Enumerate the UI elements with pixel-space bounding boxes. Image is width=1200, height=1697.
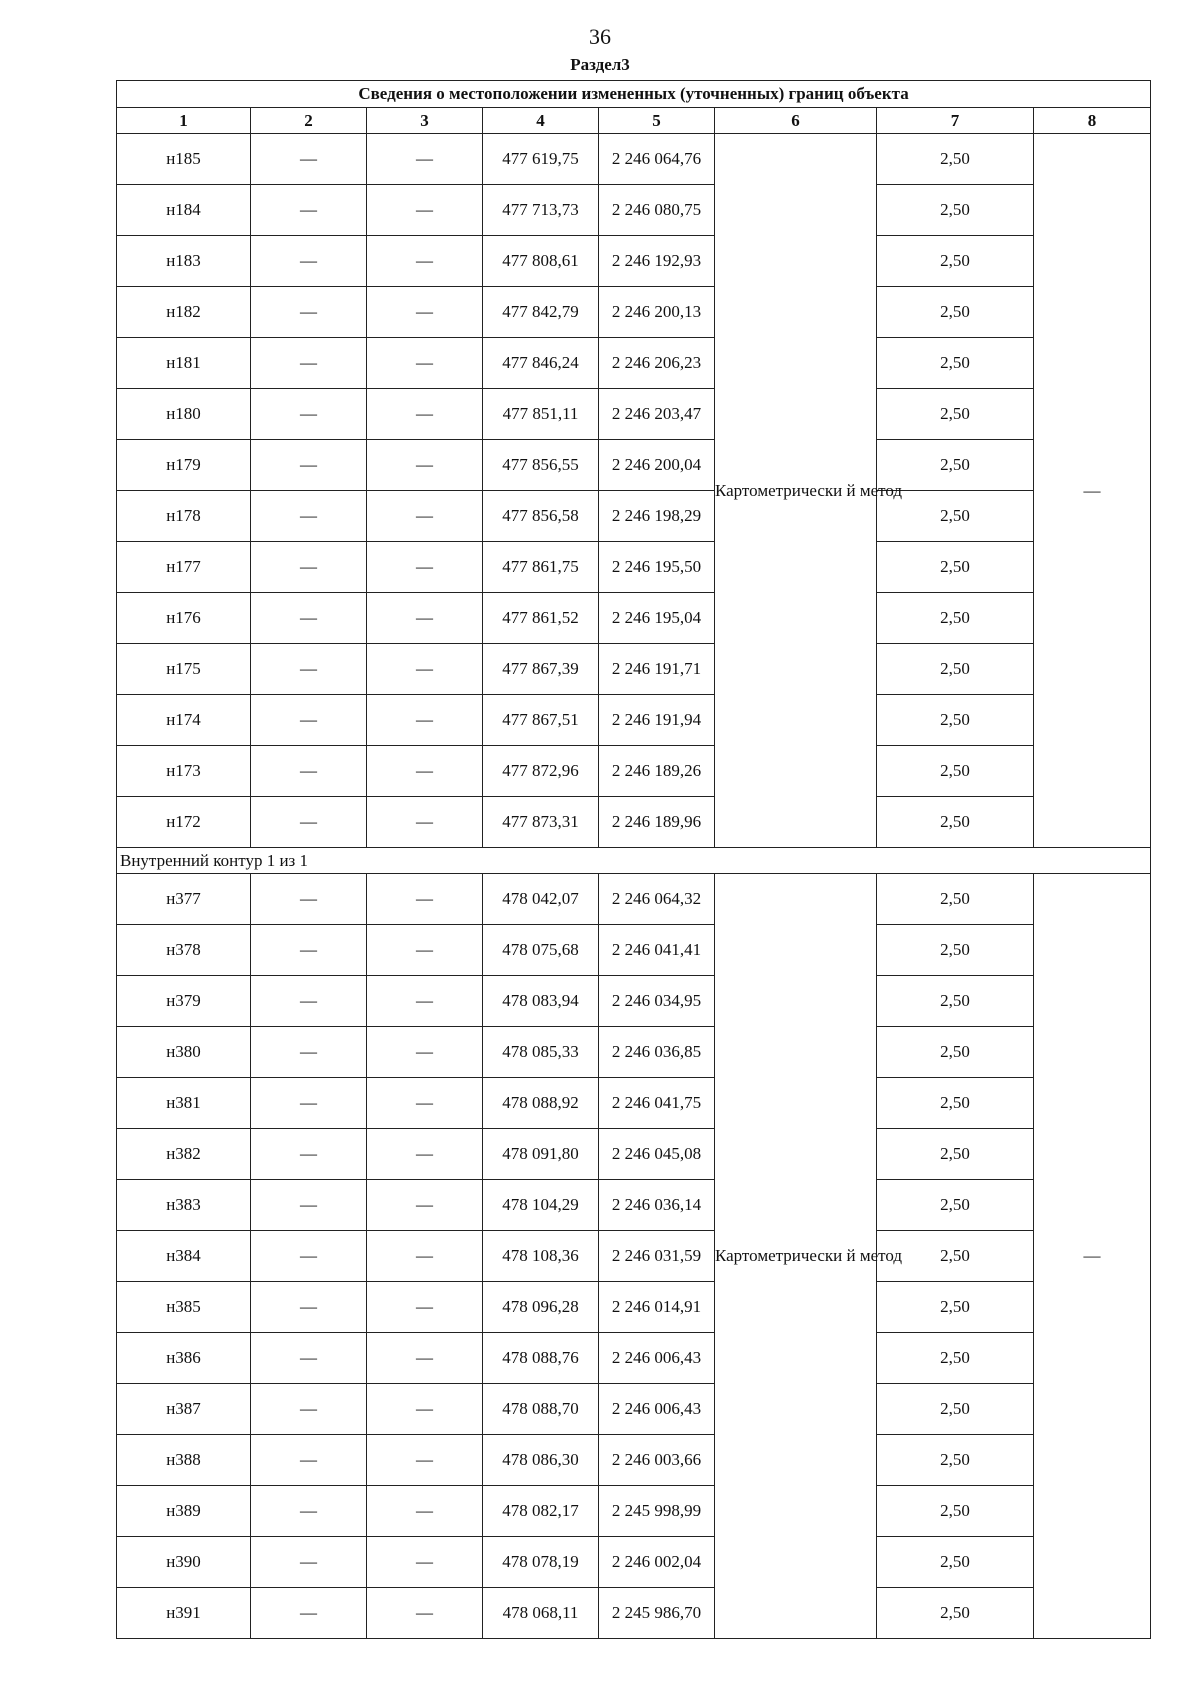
accuracy-cell: 2,50 xyxy=(877,1027,1034,1078)
col2-cell: — xyxy=(251,976,367,1027)
accuracy-cell: 2,50 xyxy=(877,1129,1034,1180)
y-coordinate-cell: 2 246 045,08 xyxy=(599,1129,715,1180)
x-coordinate-cell: 478 088,76 xyxy=(483,1333,599,1384)
y-coordinate-cell: 2 246 041,41 xyxy=(599,925,715,976)
col8-cell: — xyxy=(1034,874,1151,1639)
y-coordinate-cell: 2 246 192,93 xyxy=(599,236,715,287)
table-row xyxy=(117,1027,1151,1078)
col3-cell: — xyxy=(367,542,483,593)
accuracy-cell: 2,50 xyxy=(877,287,1034,338)
accuracy-cell: 2,50 xyxy=(877,976,1034,1027)
y-coordinate-cell: 2 246 031,59 xyxy=(599,1231,715,1282)
point-name-cell: н378 xyxy=(117,925,251,976)
y-coordinate-cell: 2 246 002,04 xyxy=(599,1537,715,1588)
col3-cell: — xyxy=(367,1231,483,1282)
col3-cell: — xyxy=(367,874,483,925)
table-row xyxy=(117,236,1151,287)
col2-cell: — xyxy=(251,1231,367,1282)
y-coordinate-cell: 2 246 198,29 xyxy=(599,491,715,542)
accuracy-cell: 2,50 xyxy=(877,1384,1034,1435)
x-coordinate-cell: 477 842,79 xyxy=(483,287,599,338)
x-coordinate-cell: 477 713,73 xyxy=(483,185,599,236)
y-coordinate-cell: 2 246 034,95 xyxy=(599,976,715,1027)
table-caption: Сведения о местоположении измененных (уточненных) границ объекта xyxy=(117,81,1151,108)
x-coordinate-cell: 478 085,33 xyxy=(483,1027,599,1078)
accuracy-cell: 2,50 xyxy=(877,338,1034,389)
point-name-cell: н390 xyxy=(117,1537,251,1588)
table-row xyxy=(117,1333,1151,1384)
col3-cell: — xyxy=(367,389,483,440)
y-coordinate-cell: 2 245 998,99 xyxy=(599,1486,715,1537)
table-row xyxy=(117,874,1151,925)
point-name-cell: н377 xyxy=(117,874,251,925)
coordinates-table xyxy=(116,80,1151,1639)
point-name-cell: н184 xyxy=(117,185,251,236)
col3-cell: — xyxy=(367,1180,483,1231)
table-row xyxy=(117,287,1151,338)
point-name-cell: н179 xyxy=(117,440,251,491)
accuracy-cell: 2,50 xyxy=(877,746,1034,797)
col3-cell: — xyxy=(367,236,483,287)
col3-cell: — xyxy=(367,1333,483,1384)
y-coordinate-cell: 2 246 195,50 xyxy=(599,542,715,593)
y-coordinate-cell: 2 246 064,32 xyxy=(599,874,715,925)
col2-cell: — xyxy=(251,440,367,491)
col3-cell: — xyxy=(367,1486,483,1537)
col3-cell: — xyxy=(367,644,483,695)
y-coordinate-cell: 2 246 080,75 xyxy=(599,185,715,236)
x-coordinate-cell: 478 083,94 xyxy=(483,976,599,1027)
point-name-cell: н386 xyxy=(117,1333,251,1384)
col2-cell: — xyxy=(251,746,367,797)
col2-cell: — xyxy=(251,925,367,976)
col2-cell: — xyxy=(251,797,367,848)
y-coordinate-cell: 2 246 206,23 xyxy=(599,338,715,389)
x-coordinate-cell: 477 867,39 xyxy=(483,644,599,695)
accuracy-cell: 2,50 xyxy=(877,874,1034,925)
col2-cell: — xyxy=(251,1588,367,1639)
col2-cell: — xyxy=(251,1129,367,1180)
x-coordinate-cell: 478 075,68 xyxy=(483,925,599,976)
x-coordinate-cell: 478 042,07 xyxy=(483,874,599,925)
x-coordinate-cell: 478 086,30 xyxy=(483,1435,599,1486)
column-header: 1 xyxy=(117,108,251,134)
col2-cell: — xyxy=(251,1282,367,1333)
accuracy-cell: 2,50 xyxy=(877,542,1034,593)
col2-cell: — xyxy=(251,1027,367,1078)
col2-cell: — xyxy=(251,1435,367,1486)
x-coordinate-cell: 478 108,36 xyxy=(483,1231,599,1282)
accuracy-cell: 2,50 xyxy=(877,185,1034,236)
y-coordinate-cell: 2 246 036,14 xyxy=(599,1180,715,1231)
contour-label-row xyxy=(117,848,1151,874)
y-coordinate-cell: 2 246 041,75 xyxy=(599,1078,715,1129)
x-coordinate-cell: 478 091,80 xyxy=(483,1129,599,1180)
x-coordinate-cell: 477 619,75 xyxy=(483,134,599,185)
point-name-cell: н174 xyxy=(117,695,251,746)
table-row xyxy=(117,440,1151,491)
table-row xyxy=(117,1129,1151,1180)
y-coordinate-cell: 2 246 200,04 xyxy=(599,440,715,491)
col2-cell: — xyxy=(251,1078,367,1129)
col3-cell: — xyxy=(367,695,483,746)
col3-cell: — xyxy=(367,1027,483,1078)
x-coordinate-cell: 477 856,55 xyxy=(483,440,599,491)
table-row xyxy=(117,797,1151,848)
col3-cell: — xyxy=(367,1384,483,1435)
point-name-cell: н178 xyxy=(117,491,251,542)
point-name-cell: н177 xyxy=(117,542,251,593)
table-row xyxy=(117,389,1151,440)
x-coordinate-cell: 477 861,52 xyxy=(483,593,599,644)
accuracy-cell: 2,50 xyxy=(877,440,1034,491)
accuracy-cell: 2,50 xyxy=(877,797,1034,848)
col3-cell: — xyxy=(367,746,483,797)
col3-cell: — xyxy=(367,1078,483,1129)
table-row xyxy=(117,1486,1151,1537)
x-coordinate-cell: 478 088,92 xyxy=(483,1078,599,1129)
accuracy-cell: 2,50 xyxy=(877,1231,1034,1282)
col2-cell: — xyxy=(251,134,367,185)
point-name-cell: н385 xyxy=(117,1282,251,1333)
column-header: 5 xyxy=(599,108,715,134)
col2-cell: — xyxy=(251,236,367,287)
column-header-row xyxy=(117,108,1151,134)
page-number: 36 xyxy=(589,24,611,49)
col3-cell: — xyxy=(367,1588,483,1639)
y-coordinate-cell: 2 246 189,26 xyxy=(599,746,715,797)
column-header: 4 xyxy=(483,108,599,134)
point-name-cell: н183 xyxy=(117,236,251,287)
accuracy-cell: 2,50 xyxy=(877,389,1034,440)
table-row xyxy=(117,1384,1151,1435)
accuracy-cell: 2,50 xyxy=(877,1537,1034,1588)
point-name-cell: н173 xyxy=(117,746,251,797)
x-coordinate-cell: 477 846,24 xyxy=(483,338,599,389)
y-coordinate-cell: 2 246 191,71 xyxy=(599,644,715,695)
y-coordinate-cell: 2 246 006,43 xyxy=(599,1333,715,1384)
point-name-cell: н391 xyxy=(117,1588,251,1639)
col2-cell: — xyxy=(251,542,367,593)
y-coordinate-cell: 2 246 203,47 xyxy=(599,389,715,440)
table-row xyxy=(117,1588,1151,1639)
x-coordinate-cell: 477 856,58 xyxy=(483,491,599,542)
point-name-cell: н176 xyxy=(117,593,251,644)
col3-cell: — xyxy=(367,338,483,389)
col2-cell: — xyxy=(251,644,367,695)
accuracy-cell: 2,50 xyxy=(877,593,1034,644)
method-cell: Картометрически й метод xyxy=(715,874,877,1639)
column-header: 3 xyxy=(367,108,483,134)
accuracy-cell: 2,50 xyxy=(877,1078,1034,1129)
column-header: 8 xyxy=(1034,108,1151,134)
x-coordinate-cell: 477 873,31 xyxy=(483,797,599,848)
x-coordinate-cell: 478 096,28 xyxy=(483,1282,599,1333)
col3-cell: — xyxy=(367,185,483,236)
col2-cell: — xyxy=(251,1486,367,1537)
col2-cell: — xyxy=(251,491,367,542)
point-name-cell: н379 xyxy=(117,976,251,1027)
accuracy-cell: 2,50 xyxy=(877,644,1034,695)
table-row xyxy=(117,1282,1151,1333)
col3-cell: — xyxy=(367,440,483,491)
point-name-cell: н185 xyxy=(117,134,251,185)
col3-cell: — xyxy=(367,491,483,542)
y-coordinate-cell: 2 246 189,96 xyxy=(599,797,715,848)
table-row xyxy=(117,1435,1151,1486)
table-row xyxy=(117,695,1151,746)
x-coordinate-cell: 478 078,19 xyxy=(483,1537,599,1588)
point-name-cell: н172 xyxy=(117,797,251,848)
col3-cell: — xyxy=(367,976,483,1027)
table-row xyxy=(117,185,1151,236)
accuracy-cell: 2,50 xyxy=(877,1588,1034,1639)
col2-cell: — xyxy=(251,1384,367,1435)
y-coordinate-cell: 2 246 191,94 xyxy=(599,695,715,746)
accuracy-cell: 2,50 xyxy=(877,1282,1034,1333)
column-header: 2 xyxy=(251,108,367,134)
point-name-cell: н381 xyxy=(117,1078,251,1129)
col2-cell: — xyxy=(251,1180,367,1231)
point-name-cell: н380 xyxy=(117,1027,251,1078)
col3-cell: — xyxy=(367,1282,483,1333)
col2-cell: — xyxy=(251,287,367,338)
table-row xyxy=(117,1180,1151,1231)
table-row xyxy=(117,746,1151,797)
col2-cell: — xyxy=(251,389,367,440)
col3-cell: — xyxy=(367,797,483,848)
col2-cell: — xyxy=(251,695,367,746)
point-name-cell: н389 xyxy=(117,1486,251,1537)
accuracy-cell: 2,50 xyxy=(877,1333,1034,1384)
col2-cell: — xyxy=(251,338,367,389)
point-name-cell: н382 xyxy=(117,1129,251,1180)
table-row xyxy=(117,644,1151,695)
y-coordinate-cell: 2 245 986,70 xyxy=(599,1588,715,1639)
point-name-cell: н383 xyxy=(117,1180,251,1231)
col2-cell: — xyxy=(251,1537,367,1588)
accuracy-cell: 2,50 xyxy=(877,134,1034,185)
point-name-cell: н181 xyxy=(117,338,251,389)
table-row xyxy=(117,491,1151,542)
x-coordinate-cell: 478 068,11 xyxy=(483,1588,599,1639)
col2-cell: — xyxy=(251,185,367,236)
table-row xyxy=(117,925,1151,976)
y-coordinate-cell: 2 246 014,91 xyxy=(599,1282,715,1333)
table-row xyxy=(117,1078,1151,1129)
accuracy-cell: 2,50 xyxy=(877,1180,1034,1231)
x-coordinate-cell: 477 808,61 xyxy=(483,236,599,287)
section-title: Раздел3 xyxy=(570,55,630,74)
table-row xyxy=(117,542,1151,593)
col2-cell: — xyxy=(251,593,367,644)
accuracy-cell: 2,50 xyxy=(877,1486,1034,1537)
x-coordinate-cell: 478 104,29 xyxy=(483,1180,599,1231)
col2-cell: — xyxy=(251,1333,367,1384)
col2-cell: — xyxy=(251,874,367,925)
col3-cell: — xyxy=(367,1537,483,1588)
x-coordinate-cell: 477 867,51 xyxy=(483,695,599,746)
table-row xyxy=(117,976,1151,1027)
x-coordinate-cell: 477 861,75 xyxy=(483,542,599,593)
y-coordinate-cell: 2 246 003,66 xyxy=(599,1435,715,1486)
col3-cell: — xyxy=(367,1129,483,1180)
point-name-cell: н175 xyxy=(117,644,251,695)
table-row xyxy=(117,593,1151,644)
point-name-cell: н182 xyxy=(117,287,251,338)
col8-cell: — xyxy=(1034,134,1151,848)
table-row xyxy=(117,134,1151,185)
point-name-cell: н384 xyxy=(117,1231,251,1282)
table-row xyxy=(117,1537,1151,1588)
point-name-cell: н180 xyxy=(117,389,251,440)
point-name-cell: н387 xyxy=(117,1384,251,1435)
y-coordinate-cell: 2 246 200,13 xyxy=(599,287,715,338)
contour-label: Внутренний контур 1 из 1 xyxy=(117,848,1151,874)
col3-cell: — xyxy=(367,287,483,338)
x-coordinate-cell: 477 872,96 xyxy=(483,746,599,797)
col3-cell: — xyxy=(367,925,483,976)
y-coordinate-cell: 2 246 036,85 xyxy=(599,1027,715,1078)
accuracy-cell: 2,50 xyxy=(877,1435,1034,1486)
accuracy-cell: 2,50 xyxy=(877,925,1034,976)
y-coordinate-cell: 2 246 195,04 xyxy=(599,593,715,644)
method-cell: Картометрически й метод xyxy=(715,134,877,848)
accuracy-cell: 2,50 xyxy=(877,236,1034,287)
point-name-cell: н388 xyxy=(117,1435,251,1486)
y-coordinate-cell: 2 246 006,43 xyxy=(599,1384,715,1435)
y-coordinate-cell: 2 246 064,76 xyxy=(599,134,715,185)
col3-cell: — xyxy=(367,1435,483,1486)
col3-cell: — xyxy=(367,134,483,185)
table-row xyxy=(117,1231,1151,1282)
x-coordinate-cell: 477 851,11 xyxy=(483,389,599,440)
column-header: 6 xyxy=(715,108,877,134)
accuracy-cell: 2,50 xyxy=(877,695,1034,746)
x-coordinate-cell: 478 088,70 xyxy=(483,1384,599,1435)
col3-cell: — xyxy=(367,593,483,644)
accuracy-cell: 2,50 xyxy=(877,491,1034,542)
column-header: 7 xyxy=(877,108,1034,134)
x-coordinate-cell: 478 082,17 xyxy=(483,1486,599,1537)
table-row xyxy=(117,338,1151,389)
